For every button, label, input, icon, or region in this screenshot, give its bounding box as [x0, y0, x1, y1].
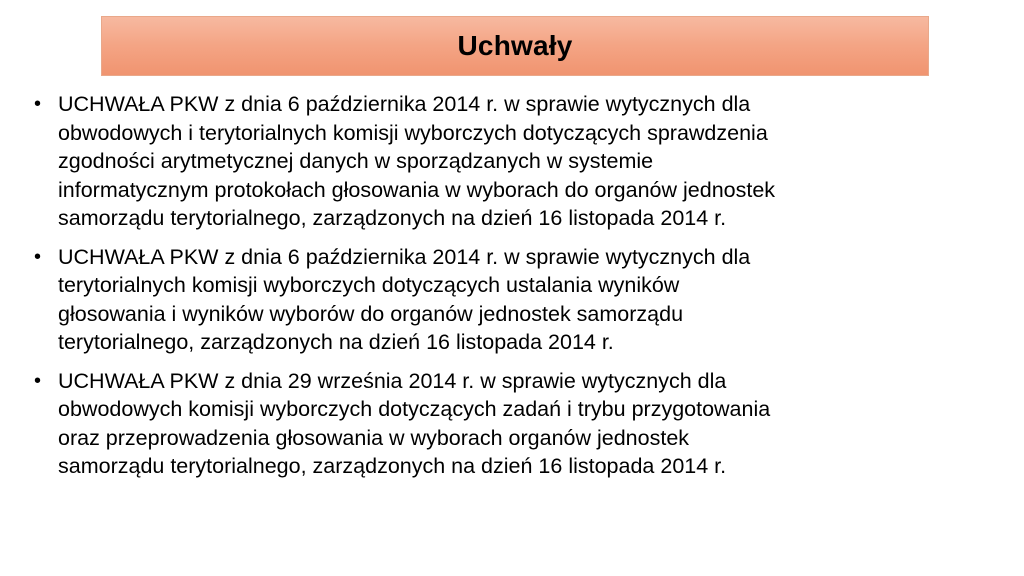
bullet-line: UCHWAŁA PKW z dnia 29 września 2014 r. w sprawie wytycznych dla	[58, 368, 727, 393]
bullet-line: informatycznym protokołach głosowania w wyborach do organów jednostek	[58, 177, 776, 202]
bullet-line: terytorialnego, zarządzonych na dzień 16 listopada 2014 r.	[58, 330, 614, 354]
slide-content	[34, 90, 994, 491]
bullet-line: UCHWAŁA PKW z dnia 6 października 2014 r. w sprawie wytycznych dla	[58, 92, 751, 116]
bullet-line: obwodowych komisji wyborczych dotyczących zadań i trybu przygotowania	[58, 397, 771, 421]
bullet-icon: •	[34, 93, 42, 115]
bullet-item-3	[34, 367, 994, 481]
bullet-icon: •	[34, 369, 42, 392]
bullet-line: oraz przeprowadzenia głosowania w wyborach organów jednostek	[58, 425, 690, 450]
bullet-list	[34, 90, 994, 481]
bullet-line: terytorialnych komisji wyborczych dotyczących ustalania wyników	[58, 273, 680, 297]
bullet-line: samorządu terytorialnego, zarządzonych na dzień 16 listopada 2014 r.	[58, 454, 727, 478]
bullet-line: głosowania i wyników wyborów do organów jednostek samorządu	[58, 301, 684, 326]
bullet-line: UCHWAŁA PKW z dnia 6 października 2014 r. w sprawie wytycznych dla	[58, 244, 751, 269]
bullet-item-2	[34, 243, 994, 357]
bullet-line: zgodności arytmetycznej danych w sporządzanych w systemie	[58, 149, 654, 173]
bullet-line: samorządu terytorialnego, zarządzonych na dzień 16 listopada 2014 r.	[58, 206, 727, 230]
bullet-icon: •	[34, 245, 42, 268]
slide-title: Uchwały	[457, 30, 573, 61]
bullet-line: obwodowych i terytorialnych komisji wyborczych dotyczących sprawdzenia	[58, 120, 768, 145]
title-bar	[101, 16, 929, 76]
bullet-item-1	[34, 90, 994, 233]
